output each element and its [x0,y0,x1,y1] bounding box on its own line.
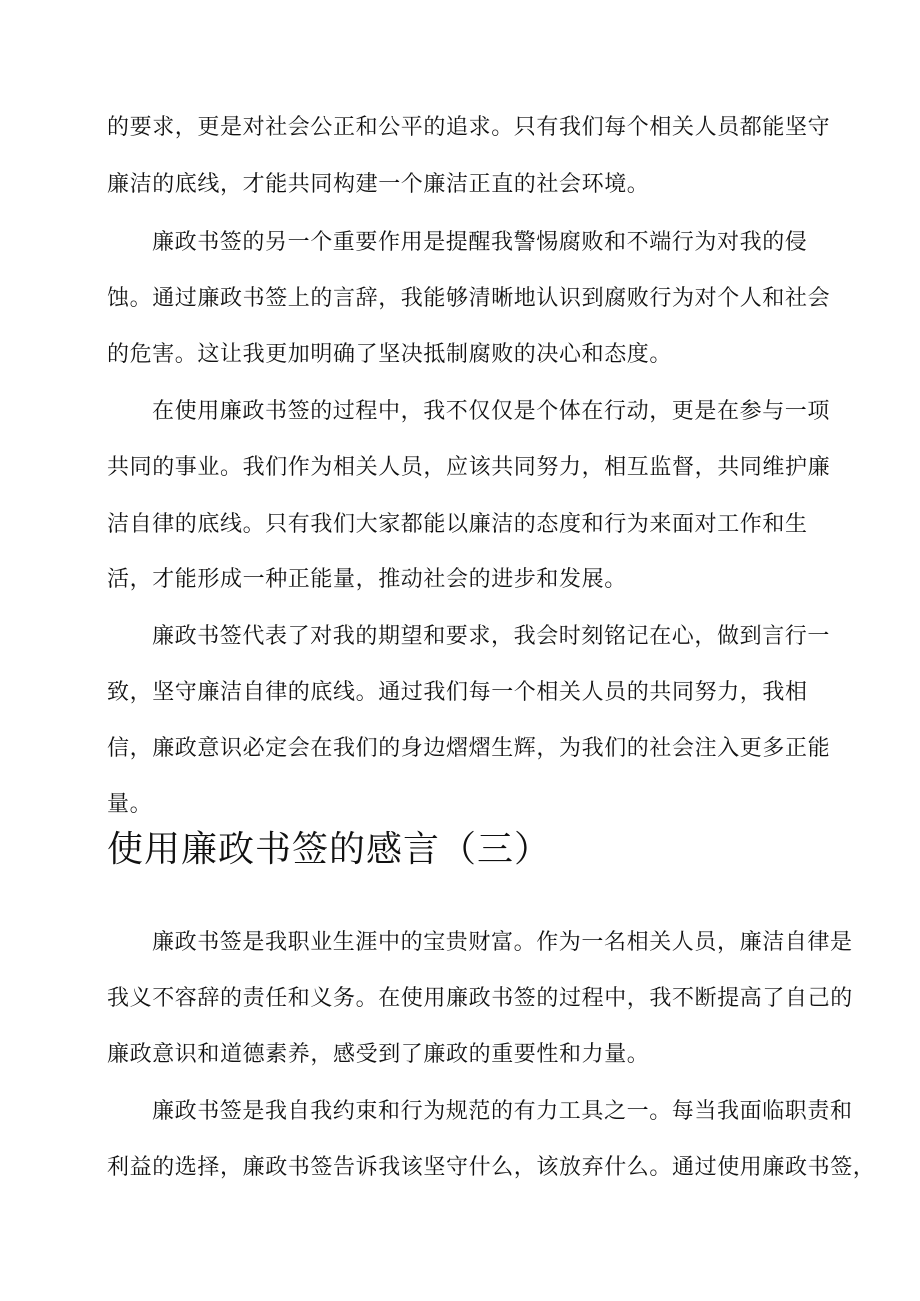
paragraph-line: 洁自律的底线。只有我们大家都能以廉洁的态度和行为来面对工作和生 [107,512,808,537]
paragraph-line: 廉政书签是我职业生涯中的宝贵财富。作为一名相关人员，廉洁自律是 [152,930,853,955]
paragraph-line: 廉政意识和道德素养，感受到了廉政的重要性和力量。 [107,1042,650,1067]
section-title: 使用廉政书签的感言（三） [107,829,552,870]
paragraph-line: 廉政书签代表了对我的期望和要求，我会时刻铭记在心，做到言行一 [152,624,831,649]
paragraph-line: 致，坚守廉洁自律的底线。通过我们每一个相关人员的共同努力，我相 [107,680,808,705]
paragraph-line: 信，廉政意识必定会在我们的身边熠熠生辉，为我们的社会注入更多正能 [107,736,831,761]
paragraph-line: 在使用廉政书签的过程中，我不仅仅是个体在行动，更是在参与一项 [152,399,831,424]
paragraph-line: 的危害。这让我更加明确了坚决抵制腐败的决心和态度。 [107,342,673,367]
paragraph-line: 廉政书签是我自我约束和行为规范的有力工具之一。每当我面临职责和 [152,1099,853,1124]
paragraph-line: 活，才能形成一种正能量，推动社会的进步和发展。 [107,567,627,592]
paragraph-line: 量。 [107,792,153,817]
paragraph-line: 廉政书签的另一个重要作用是提醒我警惕腐败和不端行为对我的侵 [152,230,808,255]
paragraph-line: 蚀。通过廉政书签上的言辞，我能够清晰地认识到腐败行为对个人和社会 [107,286,831,311]
paragraph-line: 共同的事业。我们作为相关人员，应该共同努力，相互监督，共同维护廉 [107,455,831,480]
paragraph-line: 廉洁的底线，才能共同构建一个廉洁正直的社会环境。 [107,172,650,197]
paragraph-line: 的要求，更是对社会公正和公平的追求。只有我们每个相关人员都能坚守 [107,115,831,140]
paragraph-line: 我义不容辞的责任和义务。在使用廉政书签的过程中，我不断提高了自己的 [107,986,853,1011]
paragraph-line: 利益的选择，廉政书签告诉我该坚守什么，该放弃什么。通过使用廉政书签， [107,1155,876,1180]
